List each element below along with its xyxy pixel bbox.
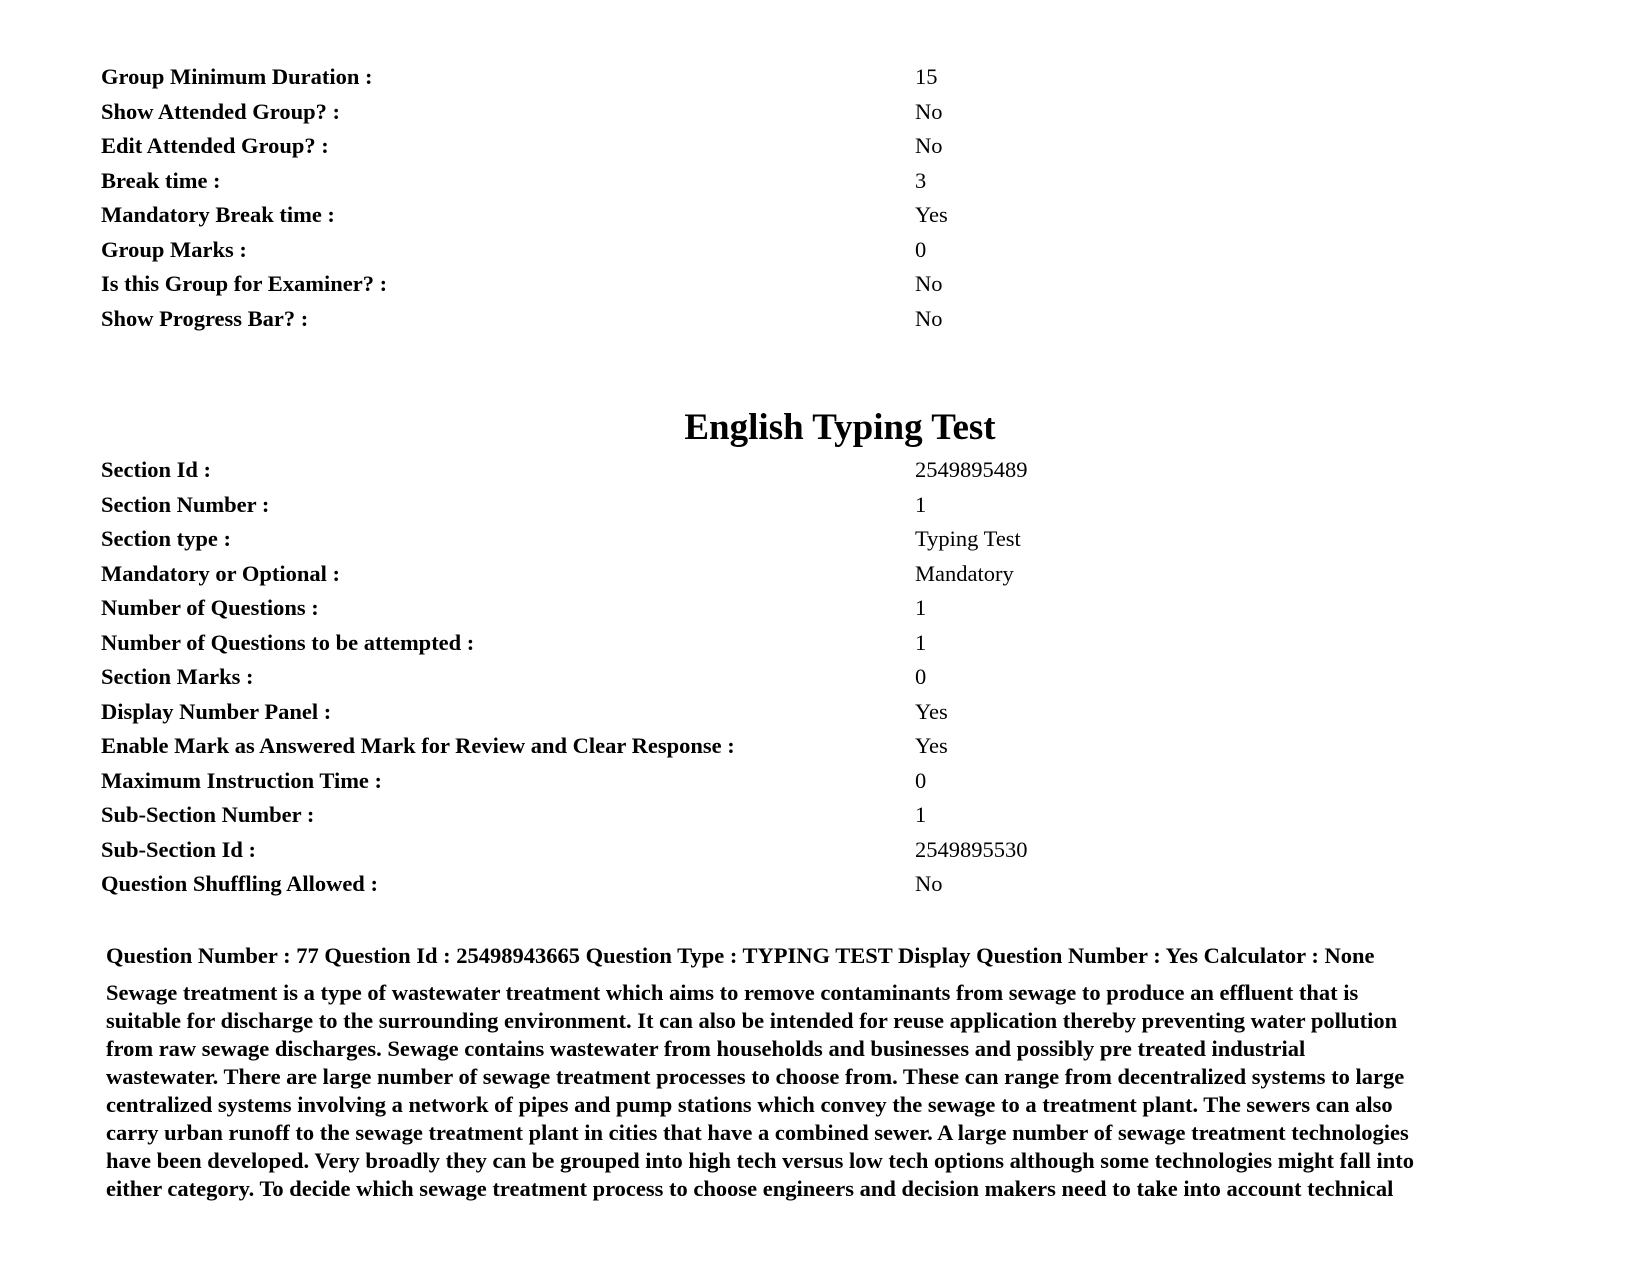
section-number-row [101,488,1501,523]
field-value: Mandatory [915,560,1014,586]
field-value: 1 [915,491,927,517]
field-value: No [915,98,943,124]
field-label: Enable Mark as Answered Mark for Review and Clear Response : [101,733,735,758]
passage-line: carry urban runoff to the sewage treatment plant in cities that have a combined sewer. A large number of sewage treatment technologies [106,1120,1409,1145]
field-value: No [915,133,943,158]
field-label: Is this Group for Examiner? : [101,271,388,296]
field-value: 2549895530 [915,836,1028,862]
passage-line: Sewage treatment is a type of wastewater treatment which aims to remove contaminants from sewage to produce an effluent that is [106,980,1359,1005]
field-label: Mandatory or Optional : [101,560,340,586]
field-label: Group Marks : [101,236,247,262]
section-title: English Typing Test [684,407,996,448]
field-label: Maximum Instruction Time : [101,767,383,793]
show-progress-bar-row [101,302,1501,337]
display-number-panel-row [101,695,1501,730]
mandatory-or-optional-row [101,557,1501,592]
question-header [106,941,1586,971]
field-label: Show Attended Group? : [101,98,341,124]
field-value: 1 [915,802,927,827]
field-value: No [915,305,943,331]
break-time-row [101,164,1501,199]
field-label: Number of Questions : [101,595,319,620]
field-label: Mandatory Break time : [101,202,335,227]
field-value: No [915,271,943,296]
mandatory-break-time-row [101,198,1501,233]
typing-passage [106,979,1586,1203]
group-for-examiner-row [101,267,1501,302]
maximum-instruction-time-row [101,764,1501,799]
sub-section-number-row [101,798,1501,833]
field-value: Yes [915,698,948,724]
sub-section-id-row [101,833,1501,868]
passage-line: wastewater. There are large number of sewage treatment processes to choose from. These can range from decentralized systems to large [106,1064,1405,1089]
section-marks-row [101,660,1501,695]
section-type-row [101,522,1501,557]
field-value: 1 [915,595,927,620]
passage-line: either category. To decide which sewage treatment process to choose engineers and decision makers need to take into account technical [106,1176,1394,1201]
edit-attended-group-row [101,129,1501,164]
field-value: Typing Test [915,526,1021,551]
group-minimum-duration-row [101,60,1501,95]
field-label: Break time : [101,167,221,193]
passage-line: have been developed. Very broadly they can be grouped into high tech versus low tech options although some technologies might fall into [106,1148,1414,1173]
field-label: Group Minimum Duration : [101,64,373,89]
number-of-questions-row [101,591,1501,626]
enable-mark-as-answered-row [101,729,1501,764]
field-label: Sub-Section Id : [101,836,257,862]
field-value: 0 [915,767,927,793]
group-settings-table [101,60,1501,336]
passage-line: suitable for discharge to the surrounding environment. It can also be intended for reuse application thereby preventing water pollution [106,1008,1398,1033]
passage-line: centralized systems involving a network of pipes and pump stations which convey the sewage to a treatment plant. The sewers can also [106,1092,1393,1117]
field-label: Question Shuffling Allowed : [101,871,378,896]
field-value: 1 [915,629,927,655]
field-value: 3 [915,167,927,193]
show-attended-group-row [101,95,1501,130]
field-label: Edit Attended Group? : [101,133,329,158]
field-label: Number of Questions to be attempted : [101,629,475,655]
field-value: No [915,871,943,896]
field-label: Section Number : [101,491,270,517]
field-label: Section type : [101,526,231,551]
field-value: 0 [915,664,927,689]
field-value: 0 [915,236,927,262]
field-value: 2549895489 [915,457,1028,482]
field-label: Display Number Panel : [101,698,332,724]
group-marks-row [101,233,1501,268]
field-label: Section Id : [101,457,212,482]
field-value: 15 [915,64,938,89]
field-value: Yes [915,733,948,758]
passage-line: from raw sewage discharges. Sewage contains wastewater from households and businesses and possibly pre treated industrial [106,1036,1306,1061]
questions-to-attempt-row [101,626,1501,661]
field-value: Yes [915,202,948,227]
question-header-text: Question Number : 77 Question Id : 25498943665 Question Type : TYPING TEST Display Question Number : Yes Calculator : None [106,943,1375,968]
field-label: Section Marks : [101,664,254,689]
section-id-row [101,453,1501,488]
question-shuffling-row [101,867,1501,902]
field-label: Sub-Section Number : [101,802,315,827]
section-fields-table [101,453,1501,902]
field-label: Show Progress Bar? : [101,305,309,331]
